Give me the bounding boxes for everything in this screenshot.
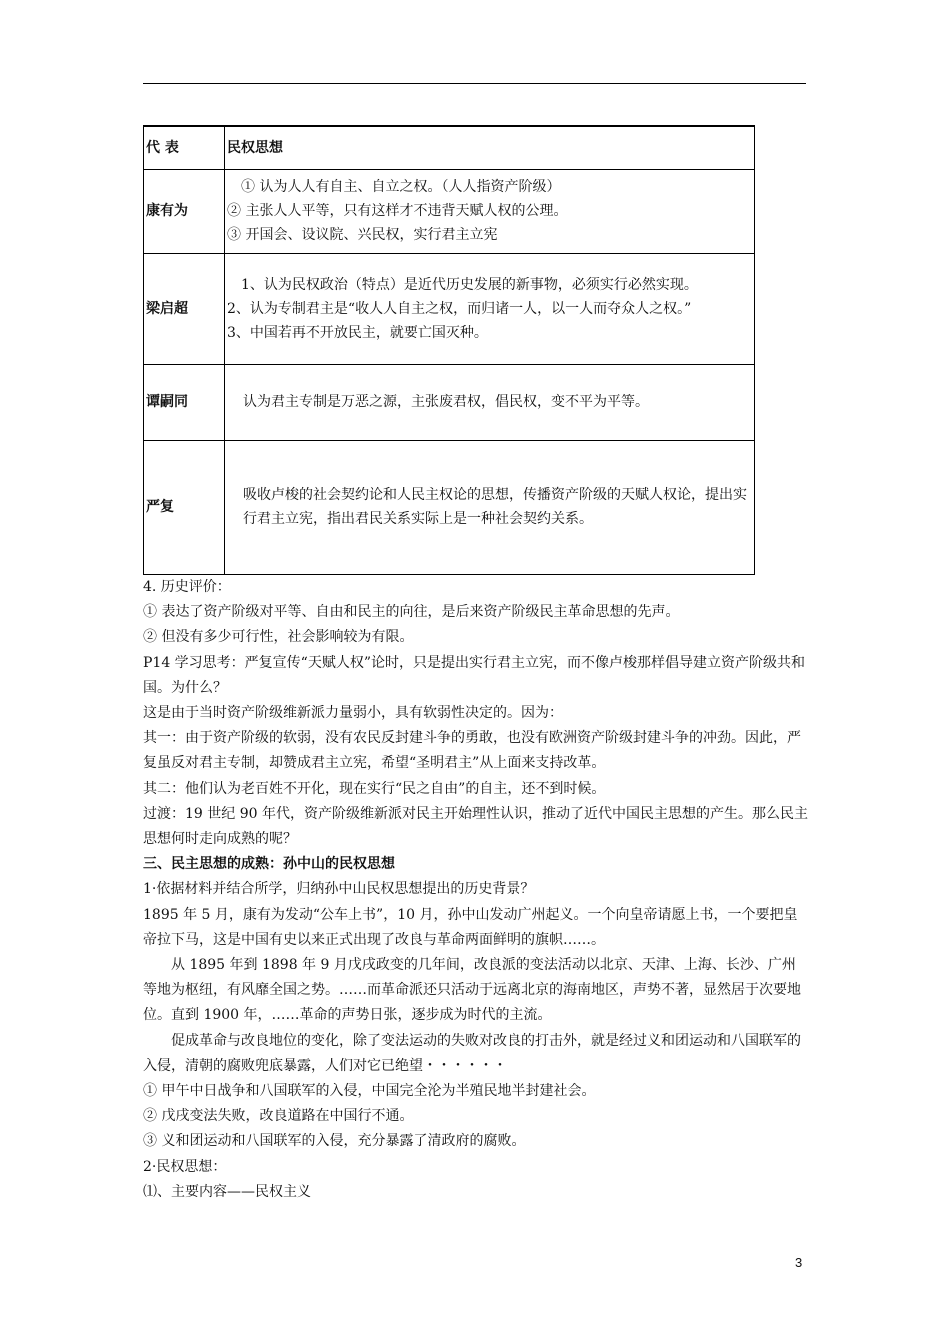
row-name: 康有为 (144, 169, 225, 253)
row-content (225, 253, 755, 364)
row-line: 3、中国若再不开放民主，就要亡国灭种。 (227, 324, 488, 341)
table-row (144, 253, 755, 364)
paragraph: 促成革命与改良地位的变化，除了变法运动的失败对改良的打击外，就是经过义和团运动和八国联军的入侵，清朝的腐败兜底暴露，人们对它已绝望・・・・・・ (143, 1032, 801, 1074)
paragraph: 2·民权思想： (143, 1158, 227, 1175)
row-line: 1、认为民权政治（特点）是近代历史发展的新事物，必须实行必然实现。 (241, 276, 698, 293)
paragraph: 1895 年 5 月，康有为发动“公车上书”，10 月，孙中山发动广州起义。一个向皇帝请愿上书，一个要把皇帝拉下马，这是中国有史以来正式出现了改良与革命两面鲜明的旗帜……。 (143, 906, 798, 948)
row-name: 严复 (144, 440, 225, 574)
header-thought: 民权思想 (225, 126, 755, 169)
paragraph: 过渡：19 世纪 90 年代，资产阶级维新派对民主开始理性认识，推动了近代中国民主思想的产生。那么民主思想何时走向成熟的呢？ (143, 805, 808, 848)
row-name: 梁启超 (144, 253, 225, 364)
paragraph: ② 但没有多少可行性，社会影响较为有限。 (143, 629, 414, 646)
paragraph: 这是由于当时资产阶级维新派力量弱小，具有软弱性决定的。因为： (143, 705, 563, 722)
paragraph: ① 表达了资产阶级对平等、自由和民主的向往，是后来资产阶级民主革命思想的先声。 (143, 604, 680, 621)
paragraph: ③ 义和团运动和八国联军的入侵，充分暴露了清政府的腐败。 (143, 1133, 526, 1150)
row-line: ② 主张人人平等，只有这样才不违背天赋人权的公理。 (227, 203, 568, 219)
paragraph: 4. 历史评价： (143, 579, 231, 595)
table-row (144, 364, 755, 440)
row-line: ③ 开国会、设议院、兴民权，实行君主立宪 (227, 227, 498, 243)
paragraph: 其一：由于资产阶级的软弱，没有农民反封建斗争的勇敢，也没有欧洲资产阶级封建斗争的冲劲。因此，严复虽反对君主专制，却赞成君主立宪，希望“圣明君主”从上面来支持改革。 (143, 730, 801, 772)
row-line: 认为君主专制是万恶之源，主张废君权，倡民权，变不平为平等。 (243, 394, 649, 410)
row-line: ① 认为人人有自主、自立之权。（人人指资产阶级） (241, 179, 561, 195)
row-name: 谭嗣同 (144, 364, 225, 440)
row-content (225, 169, 755, 253)
democracy-thought-table (143, 125, 755, 575)
row-content (225, 440, 755, 574)
paragraph: ① 甲午中日战争和八国联军的入侵，中国完全沦为半殖民地半封建社会。 (143, 1083, 596, 1100)
page-number: 3 (795, 1255, 803, 1270)
header-rep: 代 表 (144, 126, 225, 169)
table-row (144, 440, 755, 574)
table-row (144, 169, 755, 253)
row-line: 2、认为专制君主是“收人人自主之权，而归诸一人，以一人而夺众人之权。” (227, 300, 692, 317)
row-line: 吸收卢梭的社会契约论和人民主权论的思想，传播资产阶级的天赋人权论，提出实行君主立宪，指出君民关系实际上是一种社会契约关系。 (243, 487, 747, 527)
row-content (225, 364, 755, 440)
paragraph: 其二：他们认为老百姓不开化，现在实行“民之自由”的自主，还不到时候。 (143, 780, 606, 797)
section-heading: 三、民主思想的成熟：孙中山的民权思想 (143, 856, 395, 873)
paragraph: 从 1895 年到 1898 年 9 月戊戌政变的几年间，改良派的变法活动以北京、天津、上海、长沙、广州等地为枢纽，有风靡全国之势。……而革命派还只活动于远离北京的海南地区，声势不著，显然居于次要地位。直到 1900 年，……革命的声势日张，逐步成为时代的主流。 (143, 957, 801, 1024)
header-rule (143, 83, 806, 84)
table-header-row (144, 126, 755, 169)
paragraph: ② 戊戌变法失败，改良道路在中国行不通。 (143, 1108, 414, 1125)
paragraph: 1·依据材料并结合所学，归纳孙中山民权思想提出的历史背景？ (143, 881, 535, 898)
body-text (143, 575, 808, 1205)
paragraph: ⑴、主要内容——民权主义 (143, 1183, 311, 1200)
paragraph: P14 学习思考：严复宣传“天赋人权”论时，只是提出实行君主立宪，而不像卢梭那样倡导建立资产阶级共和国。为什么？ (143, 654, 805, 696)
